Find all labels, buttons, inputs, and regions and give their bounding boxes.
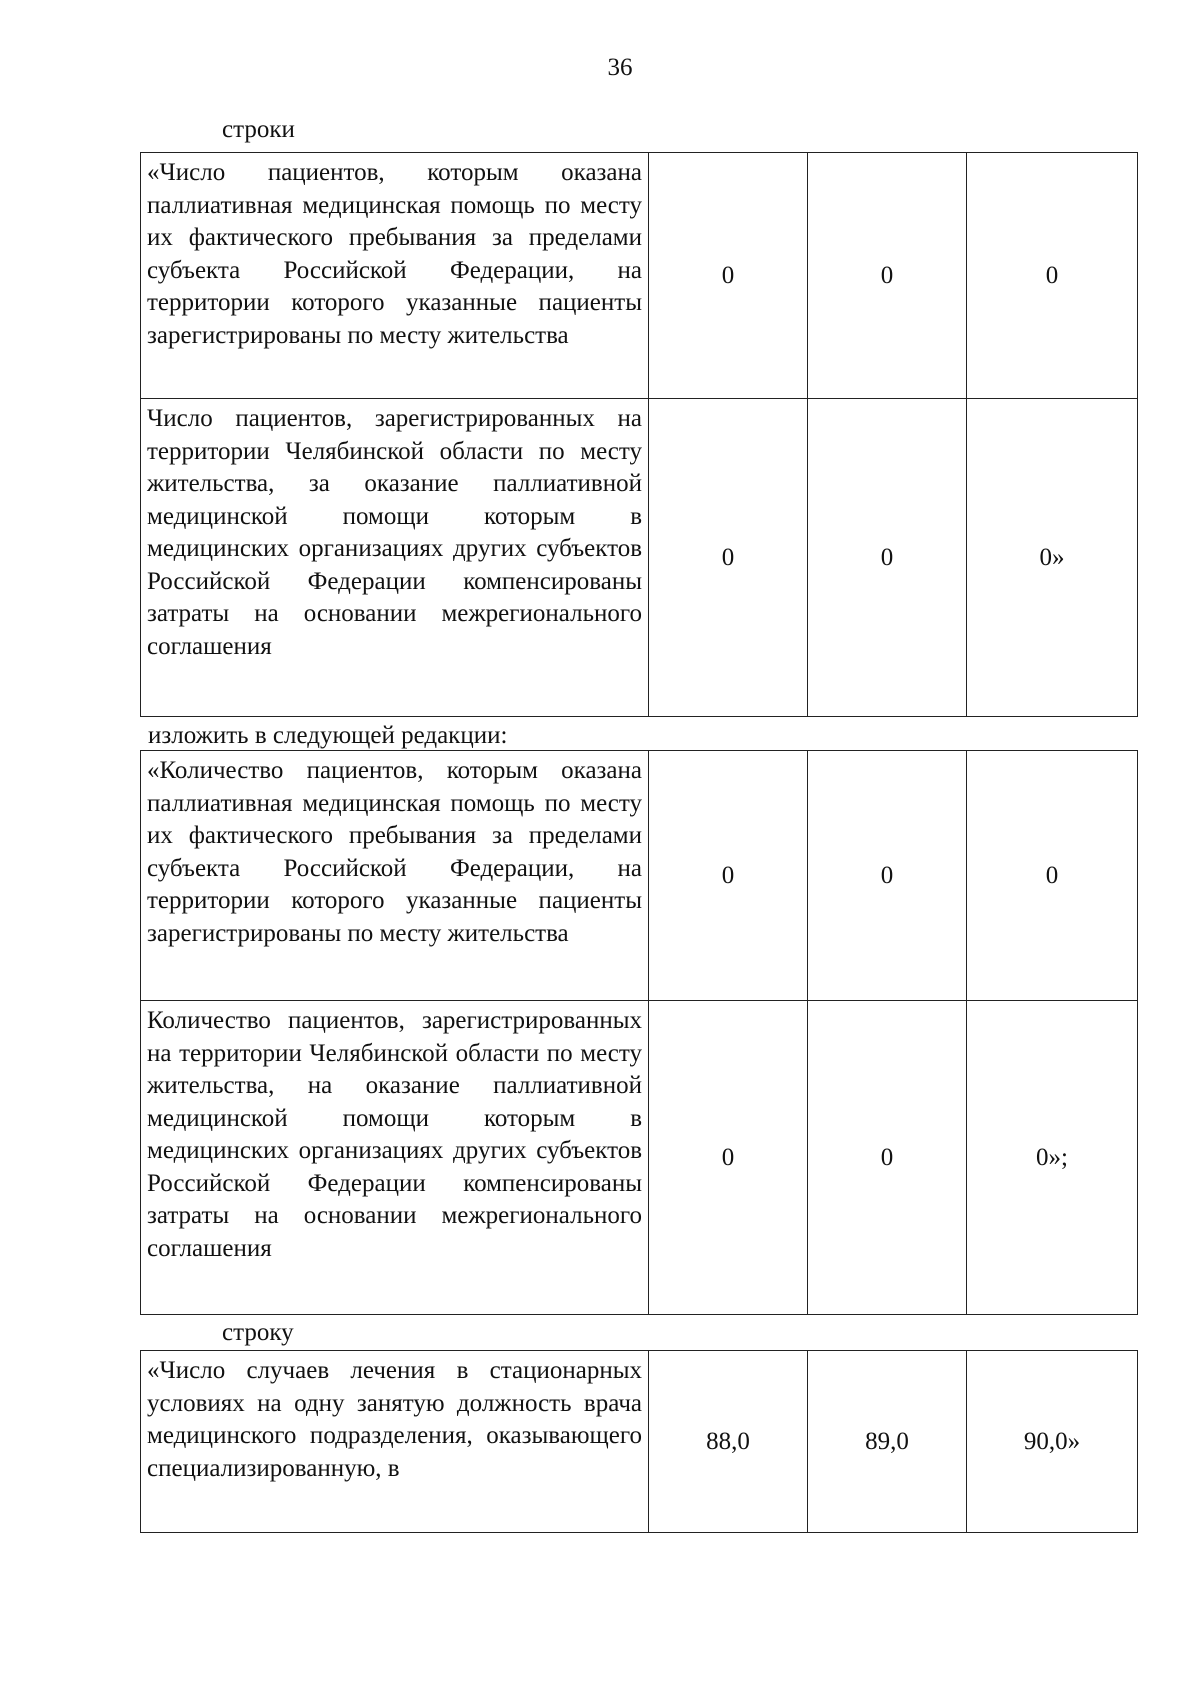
caption-rows: строки — [222, 116, 295, 143]
row-description: «Число случаев лечения в стационарных условиях на одну занятую должность врача медицинского подразделения, оказывающего специализированную, в — [141, 1351, 649, 1533]
table-row — [141, 399, 1138, 717]
row-value: 89,0 — [808, 1351, 967, 1533]
table-row — [141, 1351, 1138, 1533]
caption-amend: изложить в следующей редакции: — [148, 722, 508, 749]
row-value: 88,0 — [649, 1351, 808, 1533]
table-new-rows — [140, 750, 1138, 1315]
row-value: 0» — [967, 399, 1138, 717]
table-row — [141, 153, 1138, 399]
row-value: 0 — [649, 751, 808, 1001]
row-value: 0 — [808, 153, 967, 399]
row-value: 0 — [808, 751, 967, 1001]
table-row — [141, 751, 1138, 1001]
row-value: 0 — [808, 399, 967, 717]
page-number: 36 — [607, 54, 633, 81]
row-value: 0 — [649, 1001, 808, 1315]
row-value: 0 — [808, 1001, 967, 1315]
row-description: Число пациентов, зарегистрированных на территории Челябинской области по месту жительства, за оказание паллиативной медицинской помощи которым в медицинских организациях других субъектов Российской Федерации компенсированы затраты на основании межрегионального соглашения — [141, 399, 649, 717]
row-value: 0 — [649, 399, 808, 717]
table-third-row — [140, 1350, 1138, 1533]
row-value: 90,0» — [967, 1351, 1138, 1533]
row-value: 0 — [649, 153, 808, 399]
row-description: Количество пациентов, зарегистрированных на территории Челябинской области по месту жительства, на оказание паллиативной медицинской помощи которым в медицинских организациях других субъектов Российской Федерации компенсированы затраты на основании межрегионального соглашения — [141, 1001, 649, 1315]
row-description: «Число пациентов, которым оказана паллиативная медицинская помощь по месту их фактического пребывания за пределами субъекта Российской Федерации, на территории которого указанные пациенты зарегистрированы по месту жительства — [141, 153, 649, 399]
row-value: 0 — [967, 751, 1138, 1001]
table-old-rows — [140, 152, 1138, 717]
caption-row: строку — [222, 1319, 294, 1346]
row-value: 0 — [967, 153, 1138, 399]
row-value: 0»; — [967, 1001, 1138, 1315]
row-description: «Количество пациентов, которым оказана паллиативная медицинская помощь по месту их фактического пребывания за пределами субъекта Российской Федерации, на территории которого указанные пациенты зарегистрированы по месту жительства — [141, 751, 649, 1001]
table-row — [141, 1001, 1138, 1315]
